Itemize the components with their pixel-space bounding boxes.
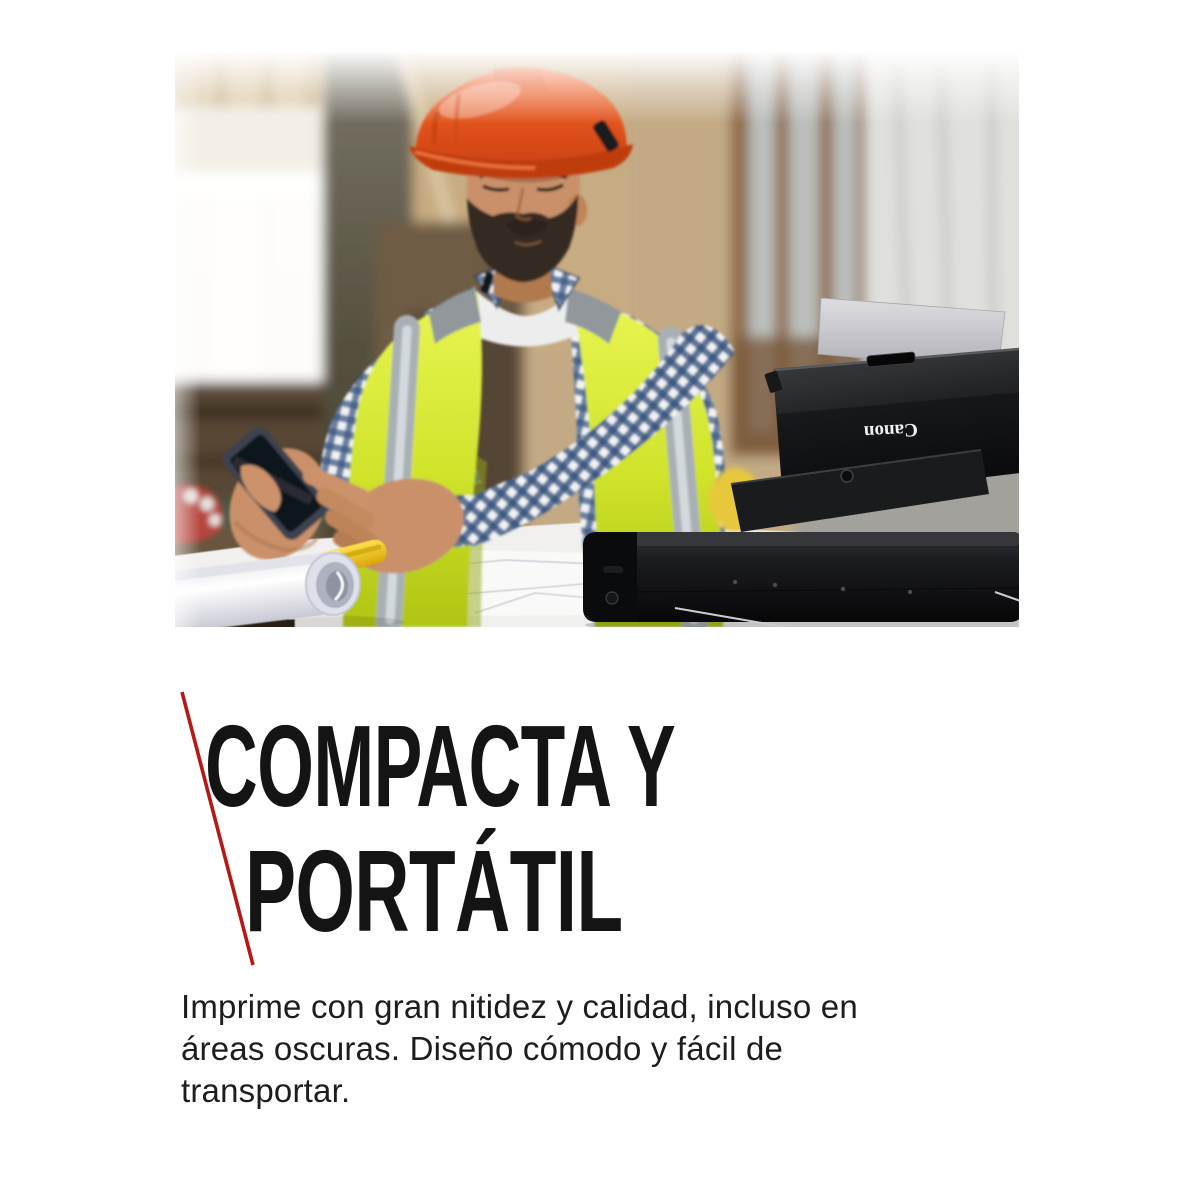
body-copy-line-3: transportar.: [181, 1072, 351, 1109]
body-copy-line-2: áreas oscuras. Diseño cómodo y fácil de: [181, 1030, 784, 1067]
hero-photo: [175, 52, 1019, 627]
headline-line-1: COMPACTA Y: [205, 701, 676, 831]
overexposure-fade: [175, 52, 1019, 124]
body-copy-line-1: Imprime con gran nitidez y calidad, incluso en: [181, 988, 858, 1025]
body-copy: [181, 986, 858, 1112]
headline-line-2: PORTÁTIL: [245, 826, 623, 956]
printer-logo-text: Canon: [863, 418, 919, 443]
